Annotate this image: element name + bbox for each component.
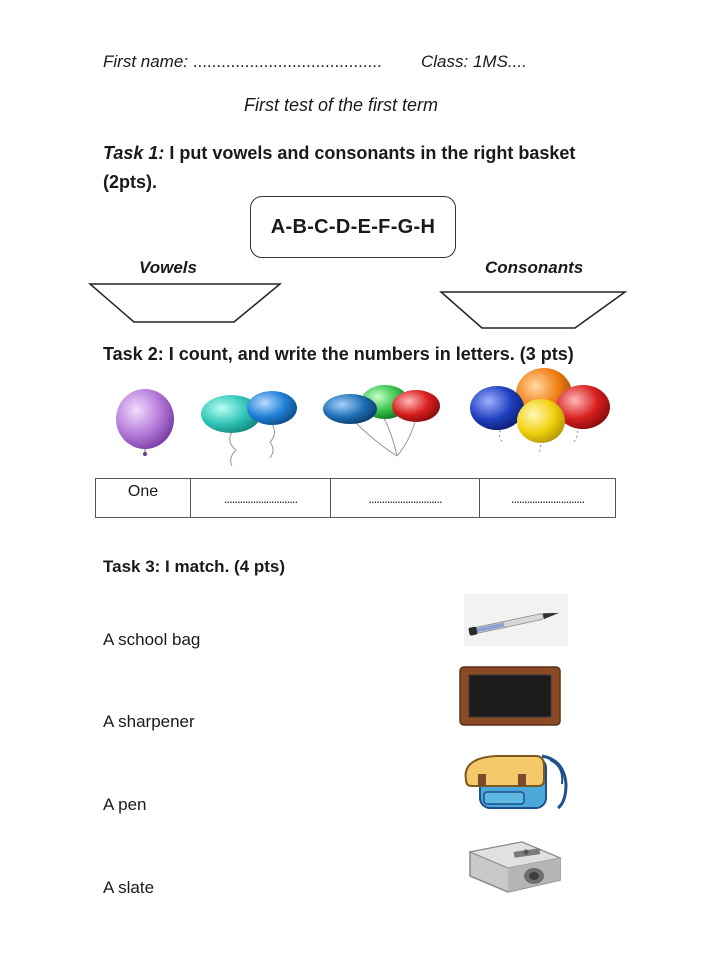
task1-points: (2pts). xyxy=(103,172,157,192)
balloon-group-2 xyxy=(201,391,297,466)
vowels-basket[interactable] xyxy=(88,278,284,326)
school-bag-image[interactable] xyxy=(458,748,570,812)
page-title: First test of the first term xyxy=(244,95,439,115)
answer-cell-1: One xyxy=(96,479,191,518)
answer-cell-3[interactable]: ............................ xyxy=(331,479,480,518)
class-label: Class: 1MS.... xyxy=(421,52,527,71)
consonants-basket[interactable] xyxy=(438,288,630,332)
first-name-dots[interactable]: ........................................ xyxy=(192,52,382,71)
task2-heading: Task 2: I count, and write the numbers in letters. (3 pts) xyxy=(103,344,574,364)
slate-image[interactable] xyxy=(458,664,562,728)
pen-image[interactable] xyxy=(464,594,568,646)
balloon-group-1 xyxy=(116,389,174,456)
vowels-label: Vowels xyxy=(139,258,197,277)
balloons-illustration xyxy=(100,368,620,468)
task1-text: I put vowels and consonants in the right basket xyxy=(164,143,576,163)
task3-heading: Task 3: I match. (4 pts) xyxy=(103,557,286,576)
first-name-label: First name: xyxy=(103,52,189,71)
match-item-4[interactable]: A slate xyxy=(103,878,155,897)
balloon-group-4 xyxy=(470,368,610,454)
match-item-2[interactable]: A sharpener xyxy=(103,712,195,731)
numbers-table xyxy=(95,478,616,518)
match-item-1[interactable]: A school bag xyxy=(103,630,201,649)
sharpener-image[interactable] xyxy=(462,836,570,896)
letters-box: A-B-C-D-E-F-G-H xyxy=(250,196,456,258)
answer-cell-4[interactable]: ............................ xyxy=(480,479,616,518)
task1-label: Task 1: xyxy=(103,143,165,163)
match-item-3[interactable]: A pen xyxy=(103,795,147,814)
first-name-line xyxy=(103,52,382,72)
consonants-label: Consonants xyxy=(485,258,584,277)
task1-instruction xyxy=(103,139,643,197)
answer-cell-2[interactable]: ............................ xyxy=(191,479,331,518)
balloon-group-3 xyxy=(323,385,440,456)
